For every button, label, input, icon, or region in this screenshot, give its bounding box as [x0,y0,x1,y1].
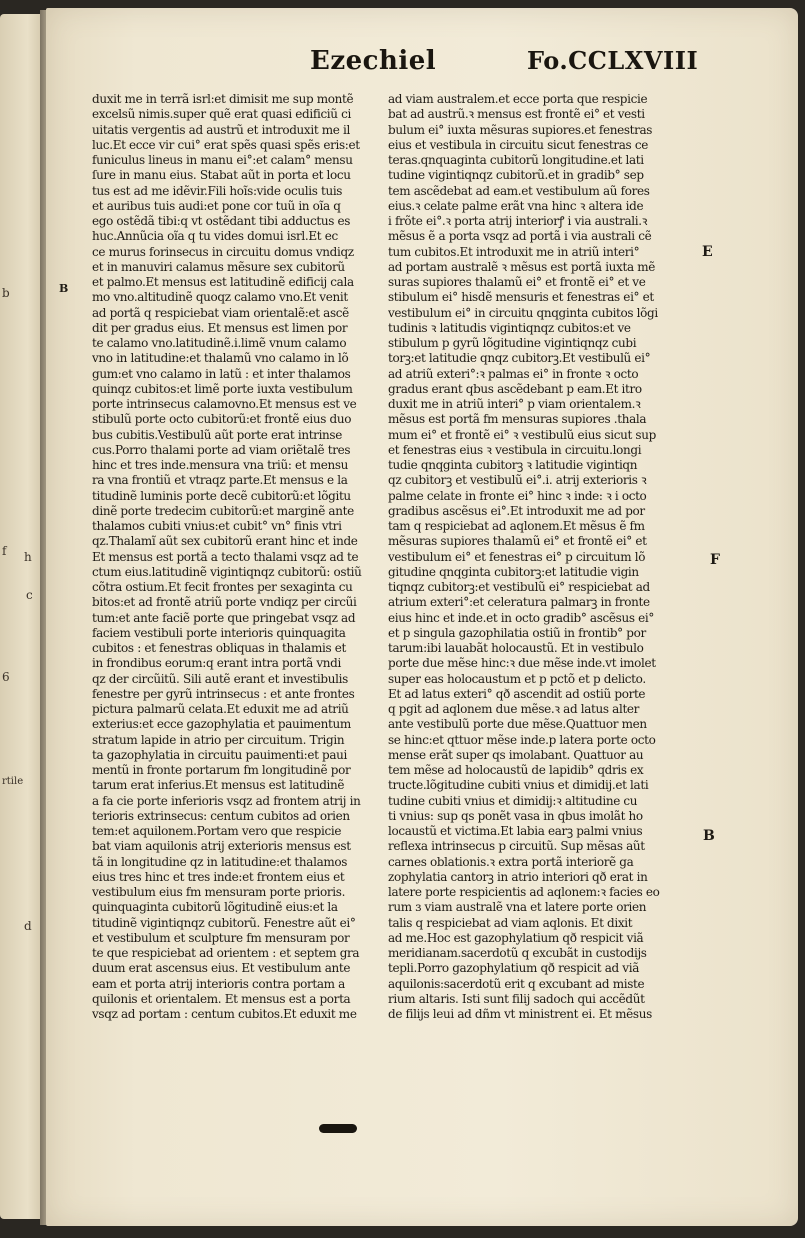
text-line: porte intrinsecus calamovno.Et mensus est ve [92,397,357,411]
left-margin-mark: b [2,286,10,300]
text-line: mẽsus ẽ a porta vsqz ad portã i via australi cẽ [388,229,652,244]
text-line: carnes oblationis.ꝛ extra portã interiorẽ ga [388,854,634,869]
folio-number: Fo.CCLXVIII [527,46,699,75]
text-line: et vestibulum et sculpture fm mensuram por [92,930,350,945]
text-line: Et ad latus exteri° qð ascendit ad ostiũ porte [388,686,646,701]
text-line: meridianam.sacerdotũ q excubãt in custodijs [388,946,647,960]
text-line: eius.ꝛ celate palme erãt vna hinc ꝛ altera ide [388,198,644,213]
text-line: rum ɜ viam australẽ vna et latere porte orien [388,900,647,915]
text-line: eius et vestibula in circuitu sicut fenestras ce [388,137,648,152]
text-line: bulum ei° iuxta mẽsuras supiores.et fenestras [388,122,653,137]
text-line: titudinẽ luminis porte decẽ cubitorũ:et lõgitu [92,488,351,503]
text-line: cus.Porro thalami porte ad viam oriẽtalẽ tres [92,442,351,457]
text-line: tem mẽse ad holocaustũ de lapidib° qdris ex [388,763,644,777]
text-line: vestibulum ei° et fenestras ei° p circuitum lõ [388,549,646,564]
text-line: gitudine qnqginta cubitorꝫ:et latitudie vigin [388,564,639,579]
text-line: suras supiores thalamũ ei° et frontẽ ei° et ve [388,275,646,289]
text-line: eius tres hinc et tres inde:et frontem eius et [92,869,345,884]
text-line: vsqz ad portam : centum cubitos.Et eduxit me [92,1007,357,1021]
text-line: i frõte ei°.ꝛ porta atrij interiorꝭ i via australi.ꝛ [388,214,648,228]
text-line: a fa cie porte inferioris vsqz ad frontem atrij in [92,793,361,808]
text-line: tã in longitudine qz in latitudine:et thalamos [92,854,348,869]
text-line: in frondibus eorum:q erant intra portã vndi [92,656,341,671]
text-line: atrium exteri°:et celeratura palmarꝫ in fronte [388,595,650,610]
text-line: latere porte respicientis ad aqlonem:ꝛ facies eo [388,885,660,899]
text-line: ad me.Hoc est gazophylatium qð respicit viã [388,930,644,945]
text-line: tam q respiciebat ad aqlonem.Et mẽsus ẽ fm [388,519,645,533]
text-line: tiqnqz cubitorꝫ:et vestibulũ ei° respiciebat ad [388,580,650,594]
text-line: tum:et ante faciẽ porte que pringebat vsqz ad [92,610,356,625]
text-line: ſure in manu eius. Stabat aũt in porta et locu [92,168,351,183]
text-line: reflexa intrinsecus p circuitũ. Sup mẽsas aũt [388,839,645,854]
text-line: hinc et tres inde.mensura vna triũ: et mensu [92,458,349,472]
text-line: tepli.Porro gazophylatium qð respicit ad viã [388,961,640,976]
text-line: gradus erant qbus ascẽdebant p eam.Et itro [388,381,642,396]
text-line: tudie qnqginta cubitorꝫ ꝛ latitudie vigintiqn [388,458,638,472]
text-line: ego ostẽdã tibi:q vt ostẽdant tibi adductus es [92,214,351,228]
text-line: Et mensus est portã a tecto thalami vsqz ad te [92,549,359,564]
text-line: quinquaginta cubitorũ lõgitudinẽ eius:et la [92,900,338,915]
text-line: qz der circũitũ. Sili autẽ erant et investibulis [92,671,348,686]
text-line: eius hinc et inde.et in octo gradib° ascẽsus ei° [388,610,655,625]
text-line: mẽsuras supiores thalamũ ei° et frontẽ ei° et [388,534,647,549]
text-line: se hinc:et qttuor mẽse inde.p latera porte octo [388,732,656,747]
text-line: titudinẽ vigintiqnqz cubitorũ. Fenestre aũt ei° [92,915,356,930]
text-line: palme celate in fronte ei° hinc ꝛ inde: ꝛ i octo [388,488,647,503]
text-line: bat ad austrũ.ꝛ mensus est frontẽ ei° et vesti [388,107,645,122]
text-line: mense erãt super qs imolabant. Quattuor au [388,747,644,762]
text-line: vno in latitudine:et thalamũ vno calamo in lõ [92,351,349,366]
text-line: et auribus tuis audi:et pone cor tuũ in oĩa q [92,198,341,213]
text-line: ad portam australẽ ꝛ mẽsus est portã iuxta mẽ [388,259,655,274]
text-line: tarum erat inferius.Et mensus est latitudinẽ [92,778,345,793]
text-line: gradibus ascẽsus ei°.Et introduxit me ad por [388,503,645,518]
text-line: talis q respiciebat ad viam aqlonis. Et dixit [388,915,633,930]
text-line: tem ascẽdebat ad eam.et vestibulum aũ fores [388,183,650,198]
text-line: bat viam aquilonis atrij exterioris mensus est [92,839,351,854]
text-line: te calamo vno.latitudinẽ.i.limẽ vnum calamo [92,336,347,350]
text-line: exterius:et ecce gazophylatia et pauimentum [92,717,351,732]
left-margin-mark: 6 [2,670,10,684]
text-line: tem:et aquilonem.Portam vero que respicie [92,824,342,838]
text-line: tudinis ꝛ latitudis vigintiqnqz cubitos:et ve [388,320,631,335]
text-line: thalamos cubiti vnius:et cubit° vn° finis vtri [92,519,342,533]
text-line: teras.qnquaginta cubitorũ longitudine.et lati [388,153,644,167]
end-ornament [319,1124,357,1133]
text-line: tructe.lõgitudine cubiti vnius et dimidij.et lati [388,778,649,793]
text-line: stibulũ porte octo cubitorũ:et frontẽ eius duo [92,412,352,427]
text-line: et palmo.Et mensus est latitudinẽ edificij cala [92,275,354,289]
margin-letter: E [702,244,713,260]
text-line: dinẽ porte tredecim cubitorũ:et marginẽ ante [92,503,354,518]
text-line: qz cubitorꝫ et vestibulũ ei°.i. atrij exterioris ꝛ [388,473,647,488]
text-line: vestibulum eius fm mensuram porte prioris. [92,885,346,899]
left-margin-mark: f [2,544,7,558]
text-line: aquilonis:sacerdotũ erit q excubant ad miste [388,976,645,991]
running-title: Ezechiel [310,46,437,76]
text-line: de filijs leui ad dñm vt ministrent ei. Et mẽsus [388,1007,652,1021]
text-line: ante vestibulũ porte due mẽse.Quattuor men [388,717,647,732]
text-line: ta gazophylatia in circuitu pauimenti:et paui [92,747,348,762]
text-line: porte due mẽse hinc:ꝛ due mẽse inde.vt imolet [388,656,656,671]
text-line: tarum:ibi lauabãt holocaustũ. Et in vestibulo [388,641,644,655]
text-line: rium altaris. Isti sunt filij sadoch qui accẽdũt [388,991,645,1006]
text-line: qz.Thalamĩ aũt sex cubitorũ erant hinc et inde [92,534,358,549]
text-line: cõtra ostium.Et fecit frontes per sexaginta cu [92,580,353,594]
text-line: quinqz cubitos:et limẽ porte iuxta vestibulum [92,381,353,396]
text-line: zophylatia cantorꝫ in atrio interiori qð erat in [388,869,648,884]
text-line: faciem vestibuli porte interioris quinquagita [92,625,346,640]
left-margin-mark: d [24,919,32,933]
text-line: funiculus lineus in manu ei°:et calam° mensu [92,153,353,167]
text-line: gum:et vno calamo in latũ : et inter thalamos [92,366,351,381]
text-line: ti vnius: sup qs ponẽt vasa in qbus imolãt ho [388,808,643,823]
text-line: ctum eius.latitudinẽ vigintiqnqz cubitorũ: ostiũ [92,564,362,579]
text-line: bitos:et ad frontẽ atriũ porte vndiqz per circũi [92,595,357,610]
text-line: tum cubitos.Et introduxit me in atriũ interi° [388,244,640,259]
text-line: mentũ in fronte portarum fm longitudinẽ por [92,763,351,777]
text-line: excelsũ nimis.super quẽ erat quasi edificiũ ci [92,107,351,122]
text-line: bus cubitis.Vestibulũ aũt porte erat intrinse [92,427,342,442]
text-line: stibulum ei° hisdẽ mensuris et fenestras ei° et [388,290,654,305]
text-line: torꝫ:et latitudie qnqz cubitorꝫ.Et vestibulũ ei° [388,351,651,366]
text-line: mẽsus est portã fm mensuras supiores .thala [388,412,647,427]
text-line: duum erat ascensus eius. Et vestibulum ante [92,961,351,976]
text-line: ad viam australem.et ecce porta que respicie [388,92,648,106]
text-line: stratum lapide in atrio per circuitum. Trigin [92,732,345,747]
text-line: tus est ad me idẽvir.Fili hoĩs:vide oculis tuis [92,183,343,198]
text-line: tudine vigintiqnqz cubitorũ.et in gradib° sep [388,168,644,183]
text-line: uitatis vergentis ad austrũ et introduxit me il [92,122,350,137]
margin-letter: B [59,282,69,295]
text-line: et in manuviri calamus mẽsure sex cubitorũ [92,259,345,274]
left-margin-mark: h [24,550,32,564]
text-line: mo vno.altitudinẽ quoqz calamo vno.Et venit [92,290,348,305]
text-line: terioris extrinsecus: centum cubitos ad orien [92,808,350,823]
text-line: locaustũ et victima.Et labia earꝫ palmi vnius [388,824,643,838]
margin-letter: F [710,552,720,568]
text-column-left [92,92,374,1022]
text-line: ra vna frontiũ et vtraqz parte.Et mensus e la [92,473,348,488]
left-margin-mark: rtile [2,776,24,787]
margin-letter: B [703,828,715,844]
text-line: ce murus forinsecus in circuitu domus vndiqz [92,244,354,259]
text-line: quilonis et orientalem. Et mensus est a porta [92,991,351,1006]
text-line: vestibulum ei° in circuitu qnqginta cubitos lõgi [388,305,658,320]
text-line: dit per gradus eius. Et mensus est limen por [92,320,348,335]
text-line: fenestre per gyrũ intrinsecus : et ante frontes [92,686,355,701]
text-line: q pgit ad aqlonem due mẽse.ꝛ ad latus alter [388,702,640,716]
text-line: et p singula gazophilatia ostiũ in frontib° por [388,625,646,640]
text-line: ad portã q respiciebat viam orientalẽ:et ascẽ [92,305,349,320]
text-column-right [388,92,678,1022]
text-line: te que respiciebat ad orientem : et septem gra [92,946,360,960]
text-line: luc.Et ecce vir cui° erat spẽs quasi spẽs eris:et [92,137,360,152]
text-line: eam et porta atrij interioris contra portam a [92,976,345,991]
text-line: duxit me in terrã isrl:et dimisit me sup montẽ [92,92,354,106]
text-line: stibulum p gyrũ lõgitudine vigintiqnqz cubi [388,336,637,350]
text-line: et fenestras eius ꝛ vestibula in circuitu.longi [388,442,642,457]
text-line: super eas holocaustum et p pctõ et p delicto. [388,671,646,686]
text-line: huc.Annũcia oĩa q tu vides domui isrl.Et ec [92,229,338,244]
text-line: tudine cubiti vnius et dimidij:ꝛ altitudine cu [388,793,638,808]
left-margin-mark: c [26,588,33,602]
text-line: pictura palmarũ celata.Et eduxit me ad atriũ [92,702,349,716]
text-line: ad atriũ exteri°:ꝛ palmas ei° in fronte ꝛ octo [388,366,639,381]
text-line: mum ei° et frontẽ ei° ꝛ vestibulũ eius sicut sup [388,427,656,442]
text-line: cubitos : et fenestras obliquas in thalamis et [92,641,347,655]
text-line: duxit me in atriũ interi° p viam orientalem.ꝛ [388,397,641,411]
